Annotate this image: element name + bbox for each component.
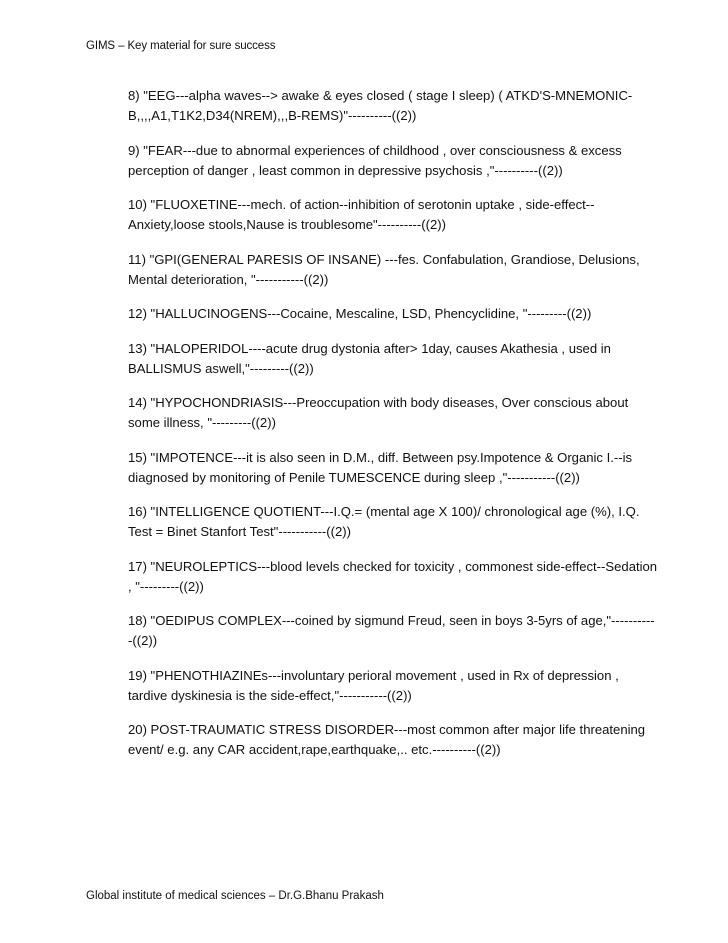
list-item: 13) "HALOPERIDOL----acute drug dystonia after> 1day, causes Akathesia , used in BALLISMUS aswell,"---------((2)) bbox=[128, 340, 611, 376]
list-item: 18) "OEDIPUS COMPLEX---coined by sigmund Freud, seen in boys 3-5yrs of age,"-----------((2)) bbox=[128, 613, 655, 648]
list-item: 17) "NEUROLEPTICS---blood levels checked for toxicity , commonest side-effect--Sedation , "---------((2)) bbox=[128, 558, 658, 594]
list-item: 15) "IMPOTENCE---it is also seen in D.M., diff. Between psy.Impotence & Organic I.--is diagnosed by monitoring of Penile TUMESCENCE during sleep ,"-----------((2)) bbox=[128, 449, 633, 485]
list-item: 8) "EEG---alpha waves--> awake & eyes closed ( stage I sleep) ( ATKD'S-MNEMONIC-B,,,,A1,T1K2,D34(NREM),,,B-REMS)"----------((2)) bbox=[128, 88, 633, 123]
list-item: 19) "PHENOTHIAZINEs---involuntary perioral movement , used in Rx of depression , tardive dyskinesia is the side-effect,"-----------((2)) bbox=[128, 667, 619, 703]
page-header: GIMS – Key material for sure success bbox=[86, 40, 276, 52]
list-item: 9) "FEAR---due to abnormal experiences of childhood , over consciousness & excess perception of danger , least common in depressive psychosis ,"----------((2)) bbox=[128, 142, 622, 178]
notes-list bbox=[128, 86, 658, 775]
page-footer: Global institute of medical sciences – Dr.G.Bhanu Prakash bbox=[86, 890, 384, 902]
list-item: 16) "INTELLIGENCE QUOTIENT---I.Q.= (mental age X 100)/ chronological age (%), I.Q. Test = Binet Stanfort Test"-----------((2)) bbox=[128, 504, 640, 539]
list-item: 12) "HALLUCINOGENS---Cocaine, Mescaline, LSD, Phencyclidine, "---------((2)) bbox=[128, 306, 592, 321]
list-item: 14) "HYPOCHONDRIASIS---Preoccupation with body diseases, Over conscious about some illness, "---------((2)) bbox=[128, 395, 629, 430]
list-item: 20) POST-TRAUMATIC STRESS DISORDER---most common after major life threatening event/ e.g. any CAR accident,rape,earthquake,.. etc.----------((2)) bbox=[128, 722, 646, 757]
list-item: 10) "FLUOXETINE---mech. of action--inhibition of serotonin uptake , side-effect--Anxiety,loose stools,Nause is troublesome"----------((2)) bbox=[128, 197, 595, 232]
list-item: 11) "GPI(GENERAL PARESIS OF INSANE) ---fes. Confabulation, Grandiose, Delusions, Mental deterioration, "-----------((2)) bbox=[128, 251, 640, 287]
